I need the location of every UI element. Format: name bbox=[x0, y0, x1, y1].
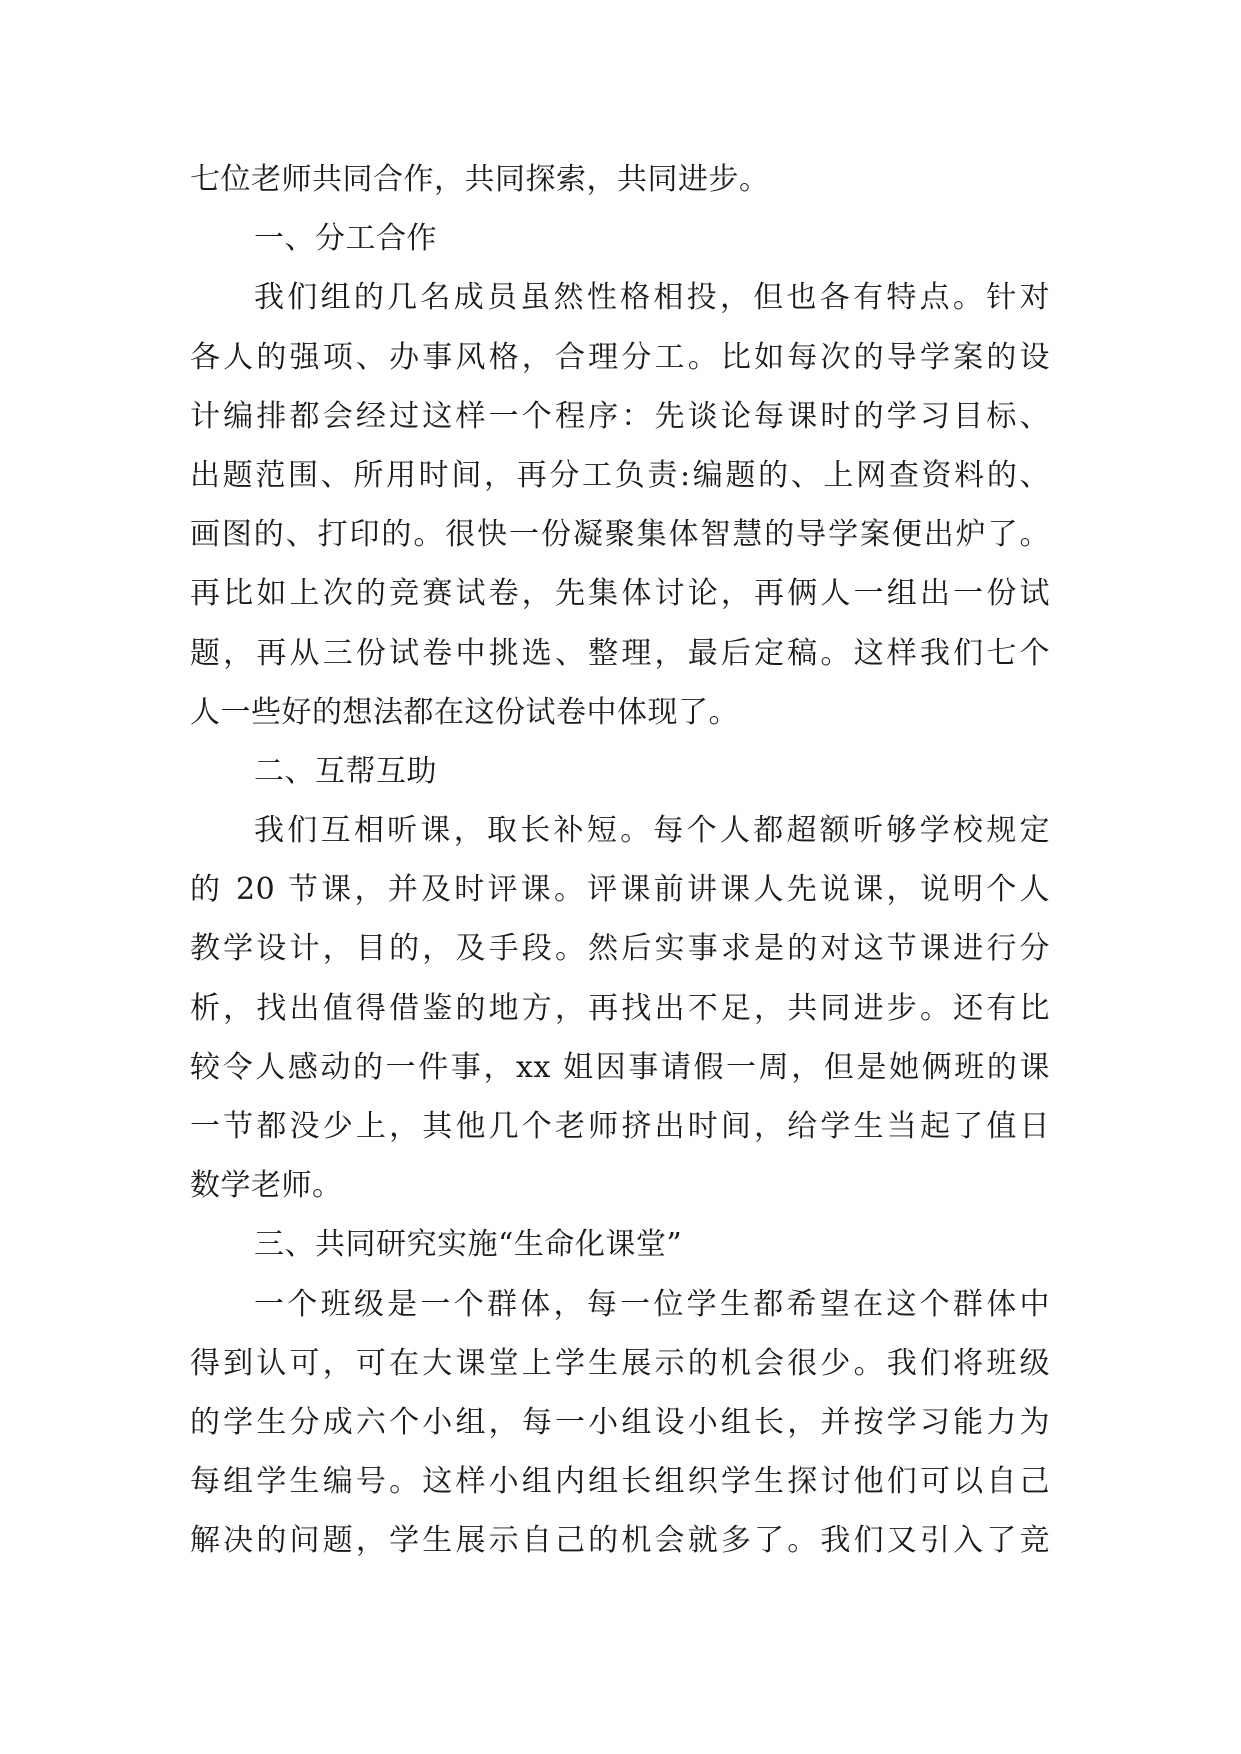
text-line: 题，再从三份试卷中挑选、整理，最后定稿。这样我们七个 bbox=[190, 635, 1050, 671]
text-line: 三、共同研究实施“生命化课堂” bbox=[254, 1227, 683, 1263]
text-line: 计编排都会经过这样一个程序：先谈论每课时的学习目标、 bbox=[190, 398, 1050, 434]
text-line: 教学设计，目的，及手段。然后实事求是的对这节课进行分 bbox=[190, 931, 1050, 967]
text-line: 一、分工合作 bbox=[254, 221, 437, 257]
text-line: 每组学生编号。这样小组内组长组织学生探讨他们可以自己 bbox=[190, 1464, 1050, 1500]
text-line: 再比如上次的竞赛试卷，先集体讨论，再俩人一组出一份试 bbox=[190, 576, 1050, 612]
text-line: 的 20 节课，并及时评课。评课前讲课人先说课，说明个人 bbox=[190, 872, 1050, 908]
text-line: 一节都没少上，其他几个老师挤出时间，给学生当起了值日 bbox=[190, 1109, 1050, 1144]
text-line: 解决的问题，学生展示自己的机会就多了。我们又引入了竞 bbox=[190, 1523, 1050, 1559]
text-line: 得到认可，可在大课堂上学生展示的机会很少。我们将班级 bbox=[190, 1345, 1050, 1381]
text-line: 人一些好的想法都在这份试卷中体现了。 bbox=[190, 694, 739, 730]
text-line: 出题范围、所用时间，再分工负责:编题的、上网查资料的、 bbox=[190, 457, 1050, 493]
document-body bbox=[190, 150, 1050, 1571]
text-line: 各人的强项、办事风格，合理分工。比如每次的导学案的设 bbox=[190, 339, 1050, 375]
text-line: 我们互相听课，取长补短。每个人都超额听够学校规定 bbox=[254, 813, 1050, 849]
text-line: 二、互帮互助 bbox=[254, 753, 437, 789]
text-line: 析，找出值得借鉴的地方，再找出不足，共同进步。还有比 bbox=[190, 990, 1050, 1026]
text-line: 一个班级是一个群体，每一位学生都希望在这个群体中 bbox=[254, 1286, 1050, 1322]
text-line: 画图的、打印的。很快一份凝聚集体智慧的导学案便出炉了。 bbox=[190, 517, 1050, 553]
text-line: 数学老师。 bbox=[190, 1168, 343, 1204]
text-line: 七位老师共同合作，共同探索，共同进步。 bbox=[190, 162, 770, 197]
text-line: 较令人感动的一件事，xx 姐因事请假一周，但是她俩班的课 bbox=[190, 1049, 1050, 1085]
text-line: 的学生分成六个小组，每一小组设小组长，并按学习能力为 bbox=[190, 1404, 1050, 1440]
text-line: 我们组的几名成员虽然性格相投，但也各有特点。针对 bbox=[254, 280, 1050, 316]
